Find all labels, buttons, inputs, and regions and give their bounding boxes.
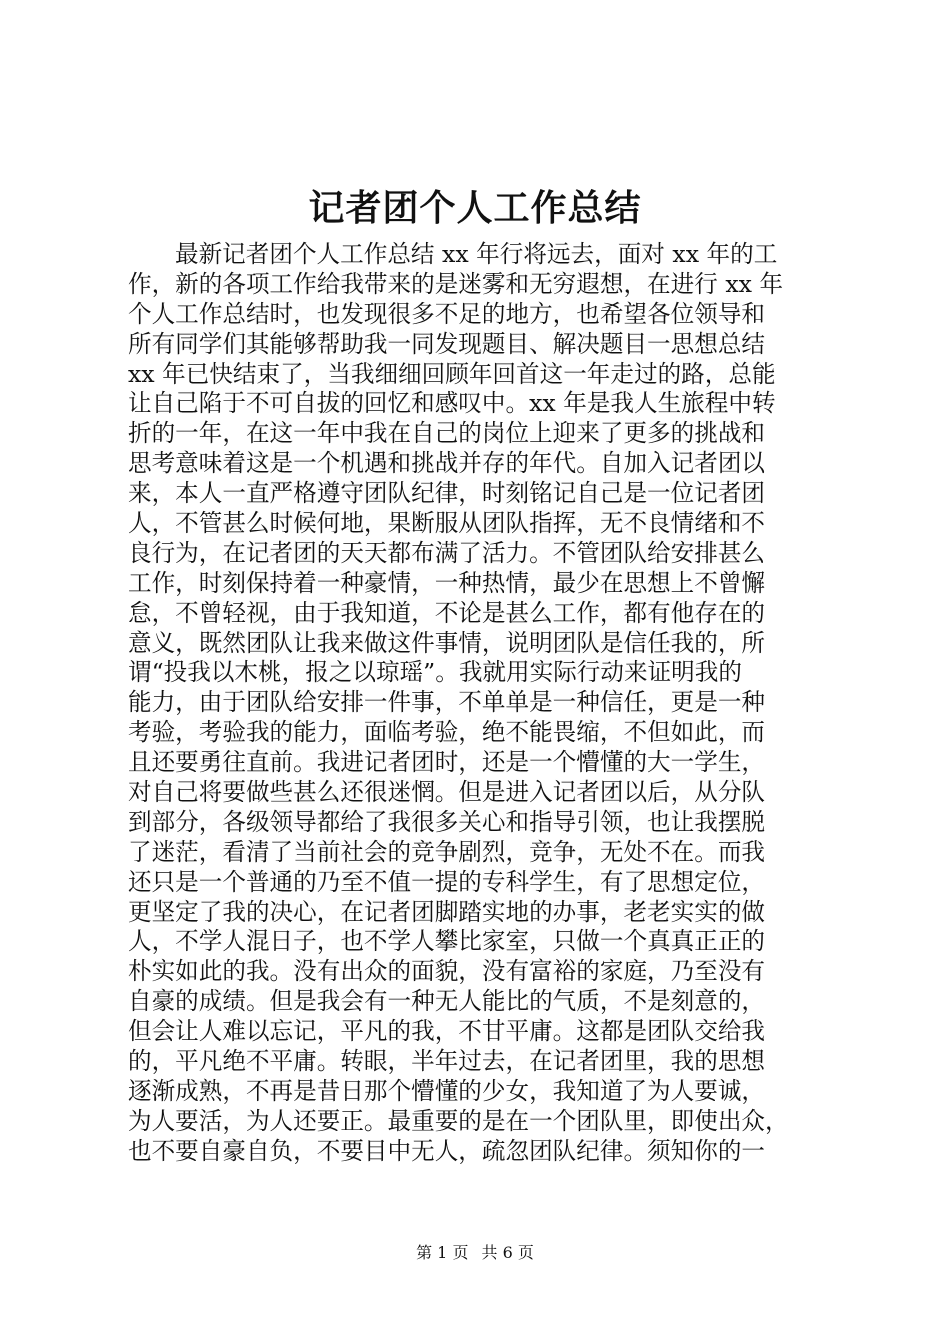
- document-body: [128, 240, 828, 1167]
- body-line: 所有同学们其能够帮助我一同发现题目、解决题目一思想总结: [128, 329, 766, 358]
- body-line: 考验，考验我的能力，面临考验，绝不能畏缩，不但如此，而: [128, 718, 766, 747]
- body-line: 来，本人一直严格遵守团队纪律，时刻铭记自己是一位记者团: [128, 479, 766, 508]
- body-line: 朴实如此的我。没有出众的面貌，没有富裕的家庭，乃至没有: [128, 957, 766, 986]
- body-line: 但会让人难以忘记，平凡的我，不甘平庸。这都是团队交给我: [128, 1017, 766, 1046]
- body-line: 到部分，各级领导都给了我很多关心和指导引领，也让我摆脱: [128, 807, 766, 836]
- body-line: 意义，既然团队让我来做这件事情，说明团队是信任我的，所: [128, 628, 766, 657]
- page-footer: [0, 1242, 950, 1264]
- body-line: 也不要自豪自负，不要目中无人，疏忽团队纪律。须知你的一: [128, 1136, 766, 1165]
- body-line: 且还要勇往直前。我进记者团时，还是一个懵懂的大一学生，: [128, 748, 766, 777]
- body-line: 的，平凡绝不平庸。转眼，半年过去，在记者团里，我的思想: [128, 1047, 766, 1076]
- body-line: 最新记者团个人工作总结 xx 年行将远去，面对 xx 年的工: [175, 240, 778, 268]
- body-line: 良行为，在记者团的天天都布满了活力。不管团队给安排甚么: [128, 538, 766, 567]
- document-title: 记者团个人工作总结: [308, 187, 642, 229]
- body-line: 为人要活，为人还要正。最重要的是在一个团队里，即使出众，: [128, 1106, 789, 1135]
- body-line: 还只是一个普通的乃至不值一提的专科学生，有了思想定位，: [128, 867, 766, 896]
- body-line: 作，新的各项工作给我带来的是迷雾和无穷遐想，在进行 xx 年: [128, 269, 784, 298]
- body-line: 让自己陷于不可自拔的回忆和感叹中。xx 年是我人生旅程中转: [128, 389, 776, 418]
- body-line: xx 年已快结束了，当我细细回顾年回首这一年走过的路，总能: [128, 359, 776, 388]
- body-line: 谓“投我以木桃，报之以琼瑶”。我就用实际行动来证明我的: [128, 658, 742, 687]
- body-line: 人，不学人混日子，也不学人攀比家室，只做一个真真正正的: [128, 927, 766, 956]
- body-line: 个人工作总结时，也发现很多不足的地方，也希望各位领导和: [128, 299, 766, 328]
- body-line: 工作，时刻保持着一种豪情，一种热情，最少在思想上不曾懈: [128, 568, 766, 597]
- body-line: 怠，不曾轻视，由于我知道，不论是甚么工作，都有他存在的: [128, 598, 766, 627]
- body-line: 自豪的成绩。但是我会有一种无人能比的气质，不是刻意的，: [128, 987, 766, 1016]
- body-line: 逐渐成熟，不再是昔日那个懵懂的少女，我知道了为人要诚，: [128, 1076, 766, 1105]
- body-line: 对自己将要做些甚么还很迷惘。但是进入记者团以后，从分队: [128, 778, 766, 807]
- page-total: 共 6 页: [481, 1243, 534, 1262]
- body-line: 能力，由于团队给安排一件事，不单单是一种信任，更是一种: [128, 688, 766, 717]
- body-line: 了迷茫，看清了当前社会的竞争剧烈，竞争，无处不在。而我: [128, 837, 766, 866]
- body-line: 人，不管甚么时候何地，果断服从团队指挥，无不良情绪和不: [128, 509, 766, 538]
- body-line: 折的一年，在这一年中我在自己的岗位上迎来了更多的挑战和: [128, 419, 766, 448]
- page-number: 第 1 页: [416, 1243, 469, 1262]
- body-line: 思考意味着这是一个机遇和挑战并存的年代。自加入记者团以: [128, 449, 766, 478]
- body-line: 更坚定了我的决心，在记者团脚踏实地的办事，老老实实的做: [128, 897, 766, 926]
